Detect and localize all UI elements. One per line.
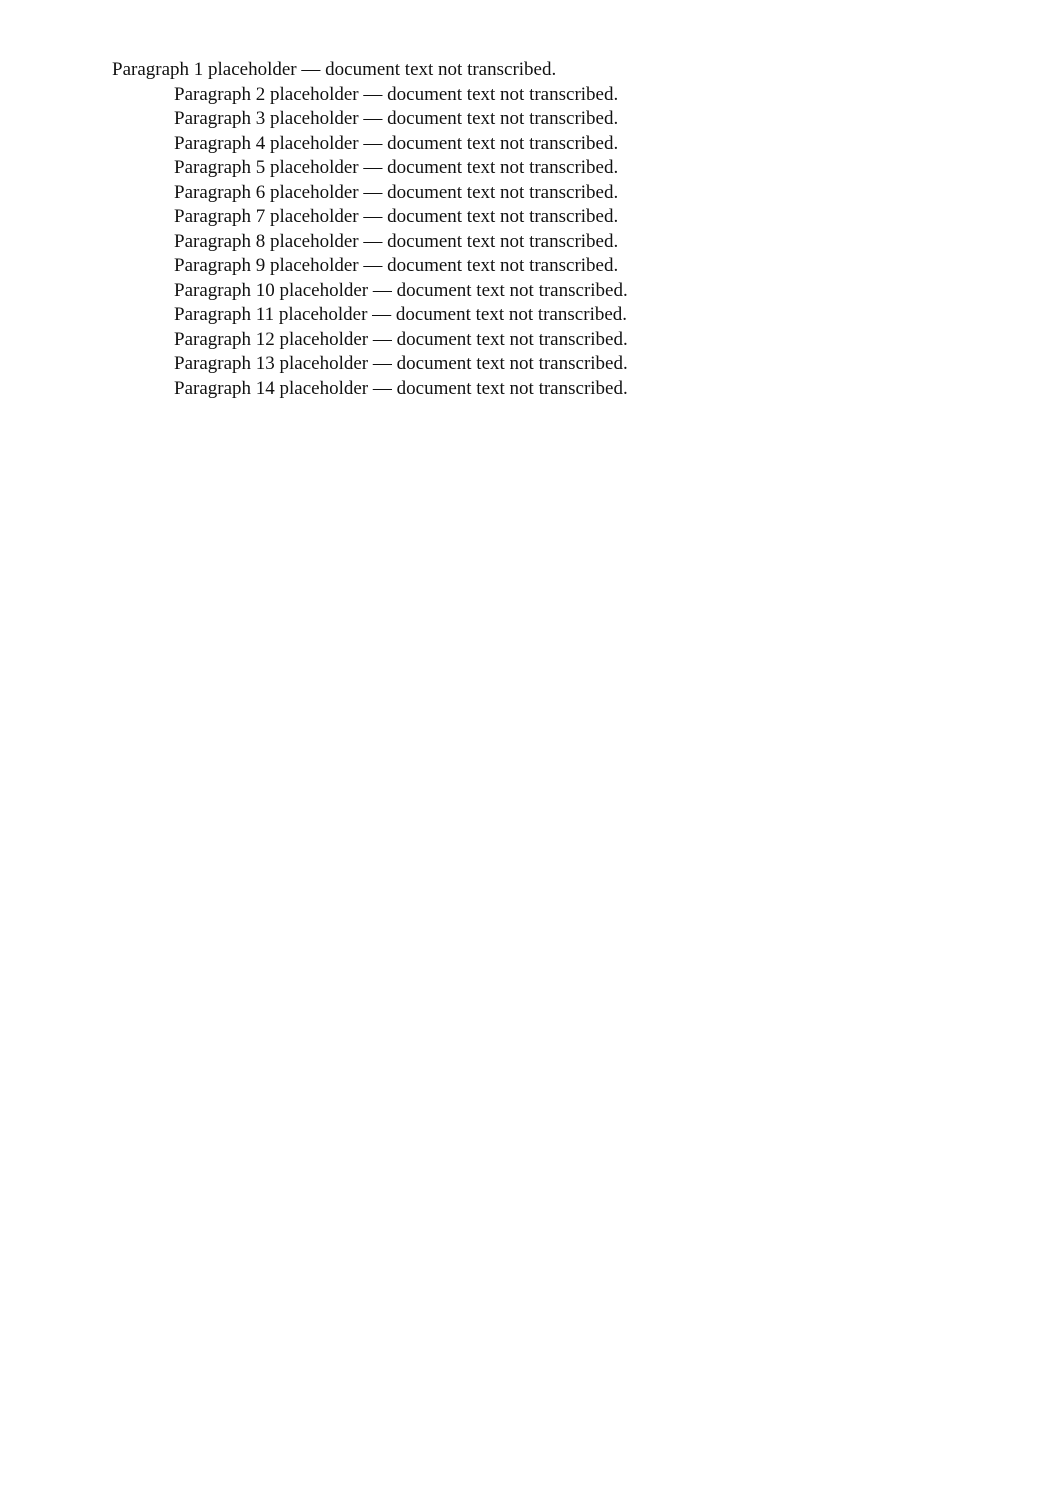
paragraph: Paragraph 6 placeholder — document text not transcribed.	[174, 181, 619, 203]
paragraph: Paragraph 5 placeholder — document text not transcribed.	[174, 157, 619, 178]
paragraph: Paragraph 10 placeholder — document text not transcribed.	[174, 279, 628, 301]
document-page	[112, 58, 1008, 401]
paragraph: Paragraph 8 placeholder — document text not transcribed.	[174, 230, 619, 252]
paragraph: Paragraph 2 placeholder — document text not transcribed.	[174, 83, 619, 105]
paragraph: Paragraph 13 placeholder — document text not transcribed.	[174, 353, 628, 374]
paragraph: Paragraph 9 placeholder — document text not transcribed.	[174, 255, 619, 276]
paragraph: Paragraph 14 placeholder — document text not transcribed.	[174, 377, 628, 399]
paragraph: Paragraph 7 placeholder — document text not transcribed.	[174, 206, 619, 227]
paragraph: Paragraph 3 placeholder — document text not transcribed.	[174, 108, 619, 129]
paragraph: Paragraph 11 placeholder — document text not transcribed.	[174, 304, 628, 325]
paragraph: Paragraph 12 placeholder — document text not transcribed.	[174, 328, 628, 350]
paragraph: Paragraph 1 placeholder — document text not transcribed.	[112, 59, 557, 80]
paragraph: Paragraph 4 placeholder — document text not transcribed.	[174, 132, 619, 154]
